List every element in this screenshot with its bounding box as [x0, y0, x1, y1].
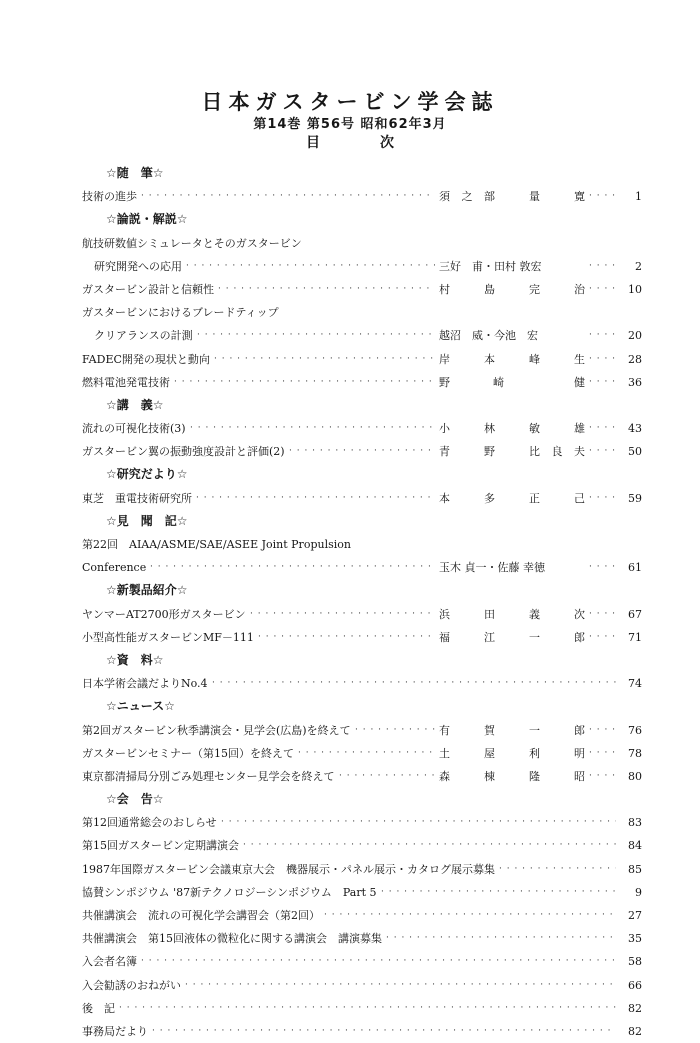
leader-dots [212, 672, 616, 695]
leader-dots [196, 487, 435, 510]
entry-author: 須之部 量 寛 [439, 185, 585, 208]
entry-title: 1987年国際ガスタービン会議東京大会 機器展示・パネル展示・カタログ展示募集 [82, 858, 499, 881]
entry-title: ガスタービン設計と信頼性 [82, 278, 218, 301]
section-heading: ☆講 義☆ [106, 397, 164, 412]
leader-dots [186, 255, 435, 278]
page-number: 71 [618, 626, 642, 649]
entry-author: 本 多 正 己 [439, 487, 585, 510]
page-number: 58 [618, 950, 642, 973]
entry-author: 野 崎 健 [439, 371, 585, 394]
table-of-contents [82, 162, 642, 1043]
entry-title: ヤンマーAT2700形ガスタービン [82, 603, 250, 626]
page-number: 78 [618, 742, 642, 765]
journal-title: 日本ガスタービン学会誌 [201, 90, 499, 114]
leader-dots [589, 719, 617, 742]
leader-dots [589, 440, 617, 463]
toc-entry [82, 672, 642, 695]
entry-author: 玉木 貞一・佐藤 幸徳 [439, 556, 585, 579]
entry-title: 第2回ガスタービン秋季講演会・見学会(広島)を終えて [82, 719, 355, 742]
page-number: 82 [618, 997, 642, 1020]
section-heading: ☆論説・解説☆ [106, 212, 188, 227]
page-number: 84 [618, 834, 642, 857]
page-number: 50 [618, 440, 642, 463]
entry-author: 越沼 威・今池 宏 [439, 324, 585, 347]
toc-entry [82, 324, 642, 347]
leader-dots [589, 417, 617, 440]
leader-dots [214, 348, 435, 371]
section-heading: ☆研究だより☆ [106, 467, 188, 482]
toc-entry [82, 881, 642, 904]
leader-dots [589, 626, 617, 649]
section-heading: ☆資 料☆ [106, 652, 164, 667]
leader-dots [174, 371, 435, 394]
page-number: 43 [618, 417, 642, 440]
entry-title: 研究開発への応用 [94, 255, 186, 278]
entry-title: Conference [82, 556, 150, 579]
leader-dots [381, 881, 616, 904]
entry-title: 日本学術会議だよりNo.4 [82, 672, 212, 695]
page-number: 82 [618, 1020, 642, 1043]
toc-entry [82, 371, 642, 394]
page-number: 27 [618, 904, 642, 927]
leader-dots [589, 765, 617, 788]
leader-dots [589, 742, 617, 765]
page-number: 59 [618, 487, 642, 510]
entry-title: クリアランスの計測 [94, 324, 197, 347]
page-number: 2 [618, 255, 642, 278]
toc-title-line [82, 232, 642, 255]
entry-author: 福 江 一 郎 [439, 626, 585, 649]
entry-title: 小型高性能ガスタービンMF－111 [82, 626, 258, 649]
leader-dots [190, 417, 435, 440]
entry-title: 共催講演会 第15回液体の微粒化に関する講演会 講演募集 [82, 927, 386, 950]
leader-dots [298, 742, 435, 765]
issue-info: 第14巻 第56号 昭和62年3月 [253, 117, 447, 132]
page-number: 20 [618, 324, 642, 347]
leader-dots [589, 371, 617, 394]
toc-entry [82, 997, 642, 1020]
toc-entry [82, 348, 642, 371]
leader-dots [119, 997, 616, 1020]
section-heading: ☆会 告☆ [106, 792, 164, 807]
leader-dots [152, 1020, 616, 1043]
leader-dots [218, 278, 435, 301]
toc-entry [82, 626, 642, 649]
contents-heading: 目次 [306, 135, 454, 151]
leader-dots [243, 834, 616, 857]
page-number: 9 [618, 881, 642, 904]
leader-dots [185, 974, 616, 997]
toc-entry [82, 765, 642, 788]
toc-entry [82, 834, 642, 857]
leader-dots [150, 556, 435, 579]
leader-dots [589, 556, 617, 579]
toc-entry [82, 950, 642, 973]
entry-author: 森 棟 隆 昭 [439, 765, 585, 788]
toc-entry [82, 927, 642, 950]
entry-title: 事務局だより [82, 1020, 152, 1043]
toc-entry [82, 904, 642, 927]
toc-entry [82, 811, 642, 834]
entry-title: 共催講演会 流れの可視化学会講習会（第2回） [82, 904, 324, 927]
toc-entry [82, 742, 642, 765]
entry-title: ガスタービンセミナー（第15回）を終えて [82, 742, 298, 765]
entry-title: ガスタービンにおけるブレードティップ [82, 301, 283, 324]
entry-author: 有 賀 一 郎 [439, 719, 585, 742]
leader-dots [589, 185, 617, 208]
toc-title-line [82, 301, 642, 324]
entry-author: 小 林 敏 雄 [439, 417, 585, 440]
page-number: 1 [618, 185, 642, 208]
entry-title: 協賛シンポジウム '87新テクノロジーシンポジウム Part 5 [82, 881, 381, 904]
leader-dots [589, 487, 617, 510]
leader-dots [589, 324, 617, 347]
page-number: 67 [618, 603, 642, 626]
leader-dots [589, 278, 617, 301]
entry-title: 航技研数値シミュレータとそのガスタービン [82, 232, 306, 255]
page-number: 66 [618, 974, 642, 997]
leader-dots [589, 348, 617, 371]
toc-entry [82, 440, 642, 463]
page-number: 10 [618, 278, 642, 301]
page-number: 28 [618, 348, 642, 371]
leader-dots [289, 440, 435, 463]
toc-entry [82, 278, 642, 301]
entry-title: 東京都清掃局分別ごみ処理センター見学会を終えて [82, 765, 339, 788]
leader-dots [221, 811, 616, 834]
section-heading: ☆新製品紹介☆ [106, 583, 188, 598]
entry-author: 青 野 比良夫 [439, 440, 585, 463]
page-number: 83 [618, 811, 642, 834]
leader-dots [250, 603, 435, 626]
toc-entry [82, 556, 642, 579]
toc-entry [82, 185, 642, 208]
entry-title: 後 記 [82, 997, 119, 1020]
entry-author: 岸 本 峰 生 [439, 348, 585, 371]
page-number: 36 [618, 371, 642, 394]
section-heading: ☆随 筆☆ [106, 166, 164, 180]
page-number: 74 [618, 672, 642, 695]
leader-dots [339, 765, 435, 788]
entry-title: 入会者名簿 [82, 950, 141, 973]
entry-title: 第22回 AIAA/ASME/SAE/ASEE Joint Propulsion [82, 533, 355, 556]
page-number: 35 [618, 927, 642, 950]
toc-entry [82, 719, 642, 742]
page-number: 80 [618, 765, 642, 788]
toc-entry [82, 1020, 642, 1043]
entry-title: FADEC開発の現状と動向 [82, 348, 214, 371]
page-number: 85 [618, 858, 642, 881]
toc-entry [82, 603, 642, 626]
entry-title: 第15回ガスタービン定期講演会 [82, 834, 243, 857]
entry-title: 入会勧誘のおねがい [82, 974, 185, 997]
entry-title: ガスタービン翼の振動強度設計と評価(2) [82, 440, 289, 463]
entry-title: 東芝 重電技術研究所 [82, 487, 196, 510]
toc-title-line [82, 533, 642, 556]
toc-entry [82, 974, 642, 997]
leader-dots [324, 904, 616, 927]
leader-dots [258, 626, 435, 649]
leader-dots [386, 927, 616, 950]
leader-dots [197, 324, 435, 347]
entry-author: 浜 田 義 次 [439, 603, 585, 626]
entry-author: 土 屋 利 明 [439, 742, 585, 765]
entry-title: 技術の進歩 [82, 185, 141, 208]
toc-entry [82, 417, 642, 440]
section-heading: ☆ニュース☆ [106, 699, 175, 714]
section-heading: ☆見 聞 記☆ [106, 513, 188, 528]
entry-title: 燃料電池発電技術 [82, 371, 174, 394]
leader-dots [141, 950, 616, 973]
toc-entry [82, 487, 642, 510]
leader-dots [589, 255, 617, 278]
page-number: 76 [618, 719, 642, 742]
entry-author: 三好 甫・田村 敦宏 [439, 255, 585, 278]
entry-title: 第12回通常総会のおしらせ [82, 811, 221, 834]
entry-author: 村 島 完 治 [439, 278, 585, 301]
page-number: 61 [618, 556, 642, 579]
leader-dots [589, 603, 617, 626]
leader-dots [499, 858, 616, 881]
entry-title: 流れの可視化技術(3) [82, 417, 190, 440]
toc-entry [82, 858, 642, 881]
toc-entry [82, 255, 642, 278]
leader-dots [355, 719, 435, 742]
leader-dots [141, 185, 435, 208]
